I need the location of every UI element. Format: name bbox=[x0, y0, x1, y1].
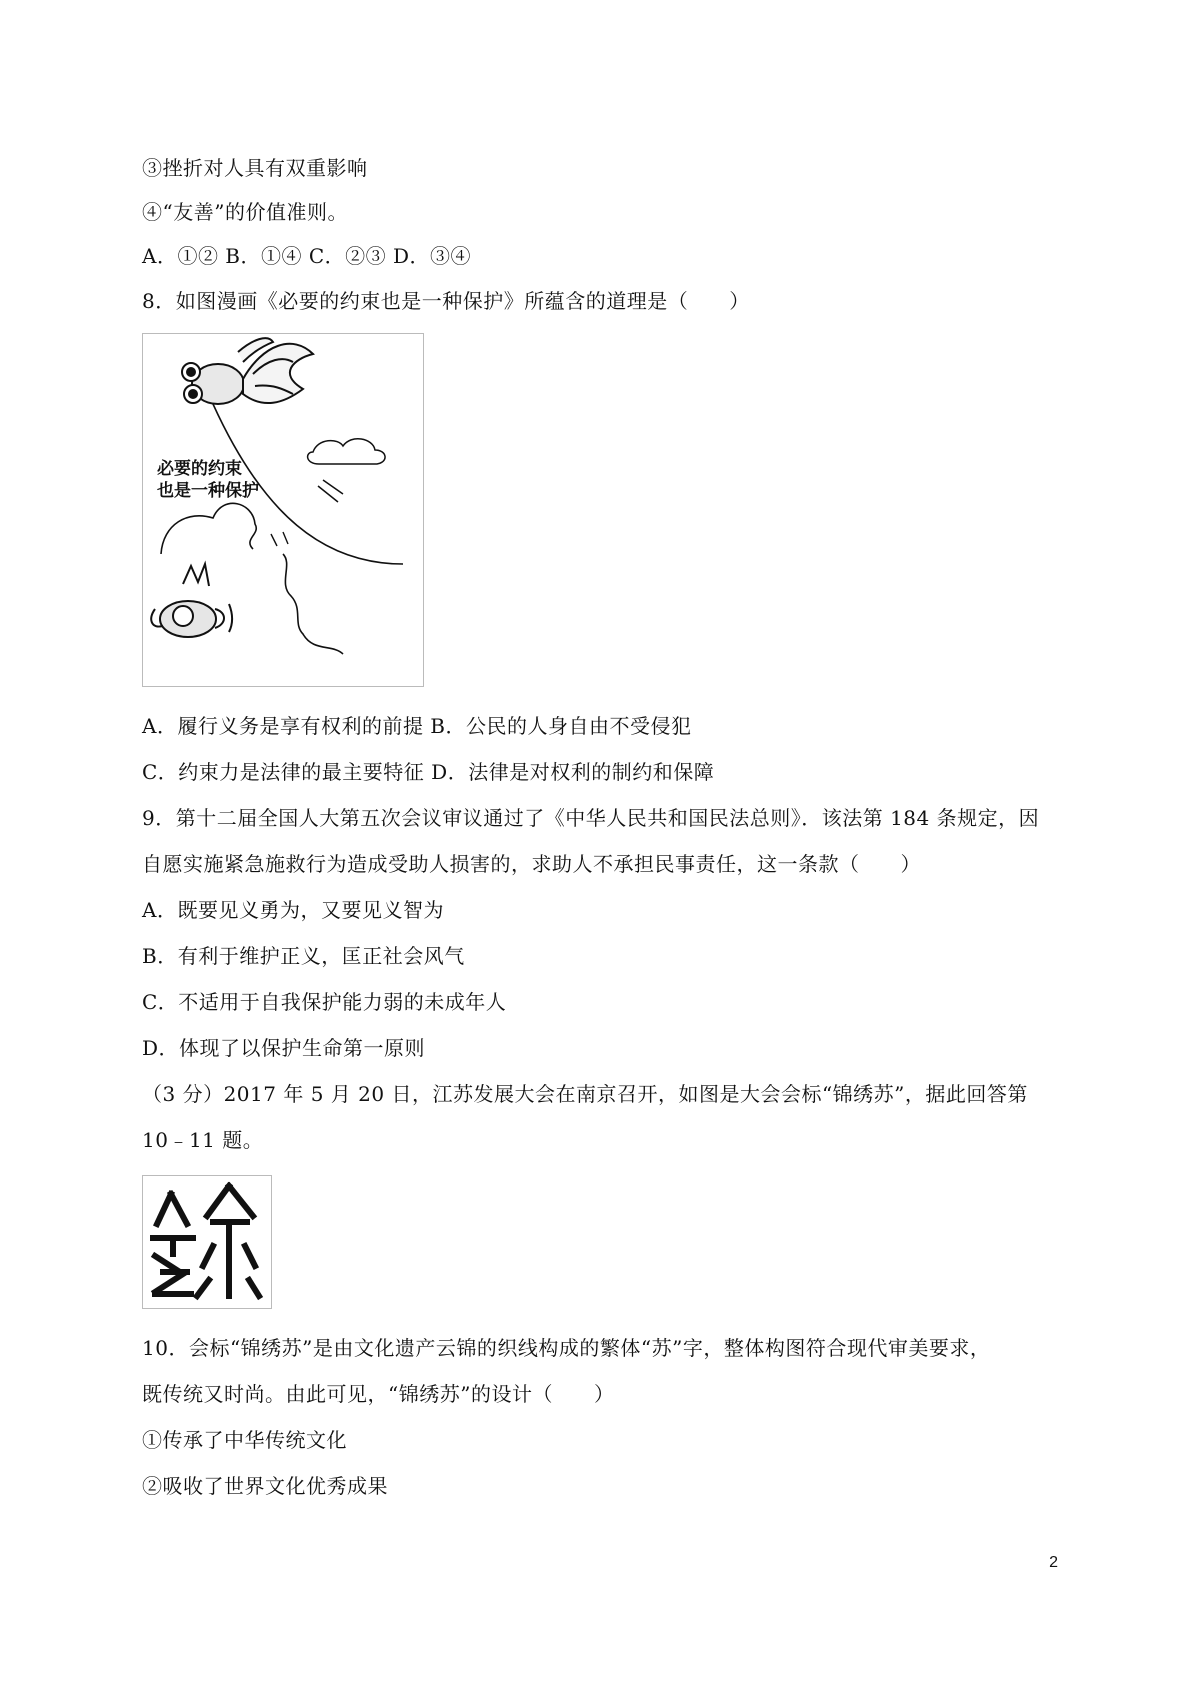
q9-option-d: D．体现了以保护生命第一原则 bbox=[142, 1036, 426, 1060]
cartoon-figure bbox=[142, 333, 424, 687]
falling-kite-icon bbox=[151, 564, 232, 637]
q9-option-a: A．既要见义勇为，又要见义智为 bbox=[142, 898, 444, 922]
q8-choices-ab: A．履行义务是享有权利的前提 B．公民的人身自由不受侵犯 bbox=[142, 714, 692, 738]
q10-intro-line-1: （3 分）2017 年 5 月 20 日，江苏发展大会在南京召开，如图是大会会标“锦绣苏”，据此回答第 bbox=[142, 1082, 1028, 1106]
q10-option-2: ②吸收了世界文化优秀成果 bbox=[142, 1474, 388, 1498]
q10-intro-line-2: 10﹣11 题。 bbox=[142, 1128, 264, 1152]
fish-kite-icon bbox=[182, 338, 313, 404]
mountain-outline bbox=[283, 554, 343, 654]
q9-stem-line-2: 自愿实施紧急施救行为造成受助人损害的，求助人不承担民事责任，这一条款（ ） bbox=[142, 852, 921, 876]
q10-stem-line-2: 既传统又时尚。由此可见，“锦绣苏”的设计（ ） bbox=[142, 1382, 615, 1406]
q10-option-1: ①传承了中华传统文化 bbox=[142, 1428, 347, 1452]
motion-lines-2 bbox=[271, 532, 288, 546]
page-number: 2 bbox=[1049, 1554, 1058, 1571]
cartoon-caption-line-1: 必要的约束 bbox=[157, 459, 242, 479]
logo-figure bbox=[142, 1175, 272, 1309]
cartoon-illustration bbox=[143, 334, 423, 686]
q7-option-4: ④“友善”的价值准则。 bbox=[142, 200, 348, 224]
motion-lines bbox=[318, 480, 343, 502]
q10-stem-line-1: 10．会标“锦绣苏”是由文化遗产云锦的织线构成的繁体“苏”字，整体构图符合现代审美要求， bbox=[142, 1336, 991, 1360]
q8-stem: 8．如图漫画《必要的约束也是一种保护》所蕴含的道理是（ ） bbox=[142, 289, 750, 313]
cartoon-caption-line-2: 也是一种保护 bbox=[157, 481, 259, 501]
hill-outline bbox=[161, 503, 256, 554]
cloud-icon bbox=[308, 439, 385, 464]
q9-option-b: B．有利于维护正义，匡正社会风气 bbox=[142, 944, 465, 968]
q9-option-c: C．不适用于自我保护能力弱的未成年人 bbox=[142, 990, 507, 1014]
q7-option-3: ③挫折对人具有双重影响 bbox=[142, 156, 368, 180]
q9-stem-line-1: 9．第十二届全国人大第五次会议审议通过了《中华人民共和国民法总则》．该法第 184 条规定，因 bbox=[142, 806, 1040, 830]
jinxiusu-logo-icon bbox=[143, 1176, 271, 1308]
q7-choices: A．①② B．①④ C．②③ D．③④ bbox=[142, 244, 472, 268]
q8-choices-cd: C．约束力是法律的最主要特征 D．法律是对权利的制约和保障 bbox=[142, 760, 715, 784]
